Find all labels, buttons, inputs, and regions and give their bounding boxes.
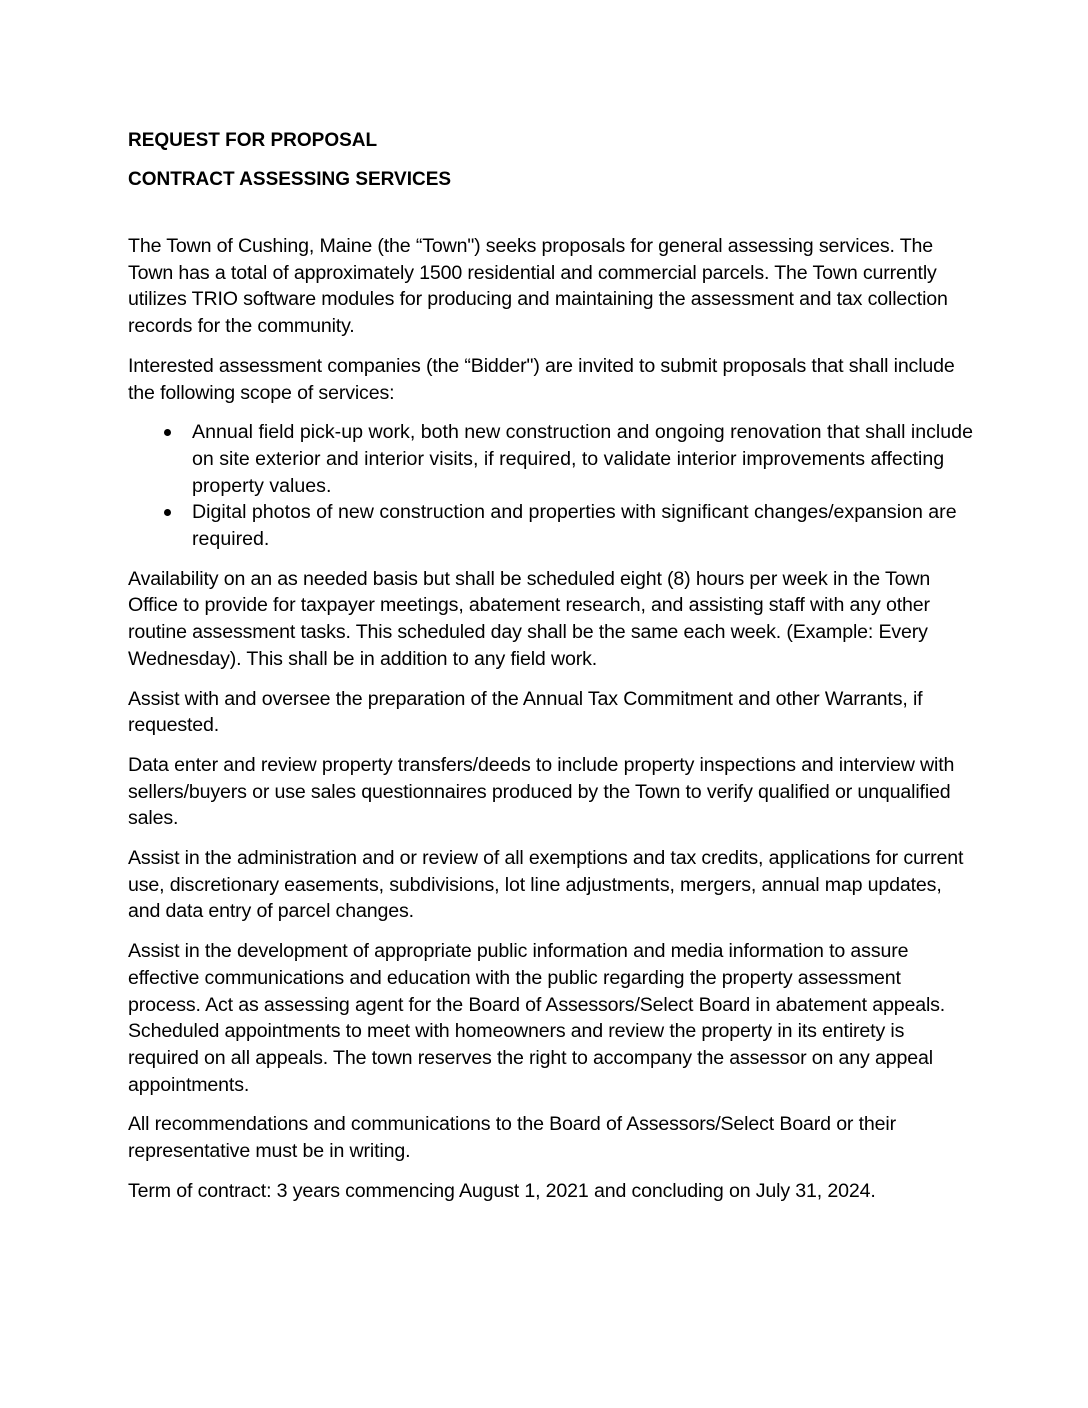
availability-paragraph: Availability on an as needed basis but shall be scheduled eight (8) hours per week in the Town Office to provide for taxpayer meetings, abatement research, and assisting staff with any other routine assessment tasks. This scheduled day shall be the same each week. (Example: Every Wednesday). This shall be in addition to any field work.	[128, 567, 931, 670]
list-item-text: Annual field pick-up work, both new construction and ongoing renovation that shall include on site exterior and interior visits, if required, to validate interior improvements affecting property values.	[192, 421, 973, 497]
intro-paragraph: The Town of Cushing, Maine (the “Town") seeks proposals for general assessing services. The Town has a total of approximately 1500 residential and commercial parcels. The Town currently utilizes TRIO software modules for producing and maintaining the assessment and tax collection records for the community.	[128, 235, 948, 338]
list-item	[128, 419, 978, 499]
list-item	[128, 499, 978, 552]
document-page	[128, 128, 978, 1218]
transfers-paragraph: Data enter and review property transfers/deeds to include property inspections and interview with sellers/buyers or use sales questionnaires produced by the Town to verify qualified or unqualified sales.	[128, 753, 955, 830]
exemptions-paragraph: Assist in the administration and or review of all exemptions and tax credits, applications for current use, discretionary easements, subdivisions, lot line adjustments, mergers, annual map updates, and data entry of parcel changes.	[128, 847, 964, 923]
recommendations-paragraph: All recommendations and communications to the Board of Assessors/Select Board or their representative must be in writing.	[128, 1113, 896, 1163]
scope-of-services-list	[128, 419, 978, 553]
bullet-icon	[164, 429, 171, 436]
contract-term-paragraph: Term of contract: 3 years commencing August 1, 2021 and concluding on July 31, 2024.	[128, 1179, 876, 1202]
document-subtitle: CONTRACT ASSESSING SERVICES	[128, 169, 452, 190]
public-information-paragraph: Assist in the development of appropriate public information and media information to assure effective communications and education with the public regarding the property assessment process. Act as assessing agent for the Board of Assessors/Select Board in abatement appeals. Scheduled appointments to meet with homeowners and review the property in its entirety is required on all appeals. The town reserves the right to accompany the assessor on any appeal appointments.	[128, 940, 946, 1096]
document-title: REQUEST FOR PROPOSAL	[128, 130, 378, 151]
bullet-icon	[164, 509, 171, 516]
commitment-paragraph: Assist with and oversee the preparation of the Annual Tax Commitment and other Warrants, if requested.	[128, 687, 923, 737]
invitation-paragraph: Interested assessment companies (the “Bidder") are invited to submit proposals that shall include the following scope of services:	[128, 354, 955, 404]
list-item-text: Digital photos of new construction and properties with significant changes/expansion are required.	[192, 501, 957, 551]
